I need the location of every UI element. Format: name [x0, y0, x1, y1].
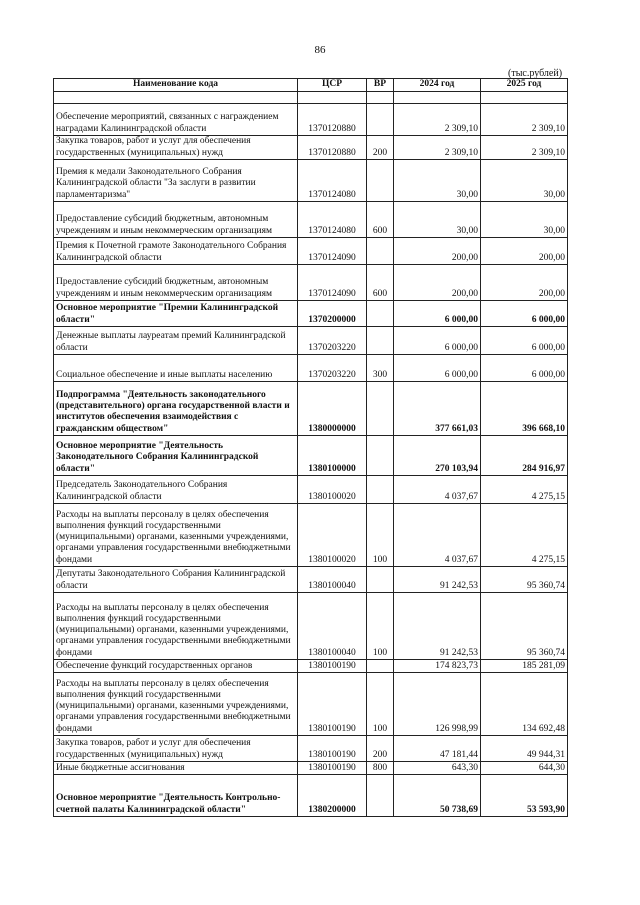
cell-name: Обеспечение мероприятий, связанных с награждением наградами Калининградской области [54, 104, 298, 136]
cell-2025: 644,30 [481, 762, 568, 775]
cell-name: Основное мероприятие "Деятельность Законодательного Собрания Калининградской области" [54, 436, 298, 476]
cell-name: Председатель Законодательного Собрания Калининградской области [54, 476, 298, 504]
table-row [54, 436, 568, 476]
table-row [54, 660, 568, 673]
cell-2025: 53 593,90 [481, 775, 568, 817]
cell-vr [367, 160, 394, 202]
cell-csr: 1380100190 [298, 673, 367, 736]
table-row [54, 775, 568, 817]
cell-csr: 1380100190 [298, 762, 367, 775]
table-row [54, 355, 568, 382]
table-row [54, 265, 568, 301]
header-2025: 2025 год [481, 79, 568, 92]
cell-2025 [481, 92, 568, 104]
cell-vr: 300 [367, 355, 394, 382]
cell-2024: 200,00 [394, 238, 481, 265]
cell-2024: 174 823,73 [394, 660, 481, 673]
cell-2024: 30,00 [394, 160, 481, 202]
cell-2025: 6 000,00 [481, 327, 568, 355]
cell-name: Денежные выплаты лауреатам премий Калининградской области [54, 327, 298, 355]
cell-2024: 91 242,53 [394, 567, 481, 593]
cell-csr: 1370124080 [298, 160, 367, 202]
budget-table [53, 78, 568, 817]
cell-name [54, 92, 298, 104]
table-row [54, 476, 568, 504]
cell-csr: 1370124090 [298, 265, 367, 301]
header-csr: ЦСР [298, 79, 367, 92]
table-row [54, 673, 568, 736]
page-number: 86 [314, 44, 326, 56]
table-row [54, 92, 568, 104]
table-row [54, 202, 568, 238]
table-row [54, 301, 568, 327]
cell-2025: 6 000,00 [481, 301, 568, 327]
cell-vr [367, 92, 394, 104]
cell-vr: 600 [367, 265, 394, 301]
table-row [54, 593, 568, 660]
cell-name: Подпрограмма "Деятельность законодательного (представительного) органа государственной власти и институтов обеспечения взаимодействия с гражданским обществом" [54, 382, 298, 436]
table-row [54, 762, 568, 775]
cell-2025: 6 000,00 [481, 355, 568, 382]
cell-2024: 91 242,53 [394, 593, 481, 660]
cell-2025: 134 692,48 [481, 673, 568, 736]
cell-2024: 6 000,00 [394, 355, 481, 382]
cell-vr [367, 327, 394, 355]
cell-2025: 396 668,10 [481, 382, 568, 436]
cell-name: Социальное обеспечение и иные выплаты населению [54, 355, 298, 382]
cell-2025: 95 360,74 [481, 567, 568, 593]
cell-name: Премия к медали Законодательного Собрания Калининградской области "За заслуги в развитии парламентаризма" [54, 160, 298, 202]
cell-csr: 1370120880 [298, 104, 367, 136]
cell-vr [367, 436, 394, 476]
cell-2025: 95 360,74 [481, 593, 568, 660]
table-body [54, 92, 568, 817]
table-row [54, 104, 568, 136]
cell-name: Иные бюджетные ассигнования [54, 762, 298, 775]
cell-vr: 800 [367, 762, 394, 775]
cell-vr [367, 238, 394, 265]
cell-vr [367, 301, 394, 327]
cell-csr: 1380100190 [298, 660, 367, 673]
cell-vr: 600 [367, 202, 394, 238]
cell-2025: 30,00 [481, 202, 568, 238]
cell-vr [367, 476, 394, 504]
cell-csr: 1380200000 [298, 775, 367, 817]
cell-name: Предоставление субсидий бюджетным, автономным учреждениям и иным некоммерческим организациям [54, 265, 298, 301]
cell-2025: 284 916,97 [481, 436, 568, 476]
cell-csr: 1370124080 [298, 202, 367, 238]
header-name: Наименование кода [54, 79, 298, 92]
cell-2025: 185 281,09 [481, 660, 568, 673]
table-row [54, 160, 568, 202]
cell-2024: 200,00 [394, 265, 481, 301]
cell-2024: 2 309,10 [394, 104, 481, 136]
cell-name: Основное мероприятие "Деятельность Контрольно-счетной палаты Калининградской области" [54, 775, 298, 817]
cell-csr [298, 92, 367, 104]
cell-csr: 1380100000 [298, 436, 367, 476]
cell-2025: 49 944,31 [481, 736, 568, 762]
header-2024: 2024 год [394, 79, 481, 92]
cell-2025: 4 275,15 [481, 476, 568, 504]
cell-vr: 100 [367, 593, 394, 660]
cell-2024: 126 998,99 [394, 673, 481, 736]
table-row [54, 327, 568, 355]
cell-csr: 1380100190 [298, 736, 367, 762]
cell-2025: 2 309,10 [481, 136, 568, 160]
cell-name: Расходы на выплаты персоналу в целях обеспечения выполнения функций государственными (муниципальными) органами, казенными учреждениями, органами управления государственными внебюджетными фондами [54, 673, 298, 736]
table-row [54, 238, 568, 265]
table-row [54, 736, 568, 762]
cell-2024: 270 103,94 [394, 436, 481, 476]
cell-csr: 1370200000 [298, 301, 367, 327]
table-row [54, 136, 568, 160]
cell-vr: 100 [367, 504, 394, 567]
cell-name: Расходы на выплаты персоналу в целях обеспечения выполнения функций государственными (муниципальными) органами, казенными учреждениями, органами управления государственными внебюджетными фондами [54, 593, 298, 660]
cell-name: Основное мероприятие "Премии Калининградской области" [54, 301, 298, 327]
cell-vr [367, 775, 394, 817]
cell-csr: 1370203220 [298, 327, 367, 355]
cell-name: Закупка товаров, работ и услуг для обеспечения государственных (муниципальных) нужд [54, 736, 298, 762]
cell-2024: 6 000,00 [394, 327, 481, 355]
cell-2024: 643,30 [394, 762, 481, 775]
cell-csr: 1380100040 [298, 593, 367, 660]
table-header [54, 79, 568, 92]
cell-csr: 1380100020 [298, 476, 367, 504]
cell-csr: 1370120880 [298, 136, 367, 160]
table-row [54, 382, 568, 436]
cell-2025: 30,00 [481, 160, 568, 202]
cell-csr: 1370203220 [298, 355, 367, 382]
header-vr: ВР [367, 79, 394, 92]
cell-name: Премия к Почетной грамоте Законодательного Собрания Калининградской области [54, 238, 298, 265]
cell-vr [367, 382, 394, 436]
cell-vr: 200 [367, 136, 394, 160]
cell-csr: 1380100020 [298, 504, 367, 567]
cell-csr: 1380100040 [298, 567, 367, 593]
cell-name: Обеспечение функций государственных органов [54, 660, 298, 673]
cell-2024: 2 309,10 [394, 136, 481, 160]
cell-csr: 1380000000 [298, 382, 367, 436]
cell-2024: 47 181,44 [394, 736, 481, 762]
cell-name: Депутаты Законодательного Собрания Калининградской области [54, 567, 298, 593]
cell-2025: 200,00 [481, 265, 568, 301]
table-row [54, 504, 568, 567]
cell-2024 [394, 92, 481, 104]
cell-2024: 4 037,67 [394, 504, 481, 567]
cell-2024: 30,00 [394, 202, 481, 238]
unit-note: (тыс.рублей) [508, 68, 563, 79]
cell-2024: 4 037,67 [394, 476, 481, 504]
table-row [54, 567, 568, 593]
cell-2024: 377 661,03 [394, 382, 481, 436]
cell-2024: 50 738,69 [394, 775, 481, 817]
cell-csr: 1370124090 [298, 238, 367, 265]
cell-name: Расходы на выплаты персоналу в целях обеспечения выполнения функций государственными (муниципальными) органами, казенными учреждениями, органами управления государственными внебюджетными фондами [54, 504, 298, 567]
cell-2025: 4 275,15 [481, 504, 568, 567]
cell-vr: 100 [367, 673, 394, 736]
cell-2025: 200,00 [481, 238, 568, 265]
cell-2025: 2 309,10 [481, 104, 568, 136]
cell-2024: 6 000,00 [394, 301, 481, 327]
cell-vr: 200 [367, 736, 394, 762]
cell-name: Предоставление субсидий бюджетным, автономным учреждениям и иным некоммерческим организациям [54, 202, 298, 238]
cell-vr [367, 660, 394, 673]
cell-vr [367, 567, 394, 593]
cell-name: Закупка товаров, работ и услуг для обеспечения государственных (муниципальных) нужд [54, 136, 298, 160]
cell-vr [367, 104, 394, 136]
